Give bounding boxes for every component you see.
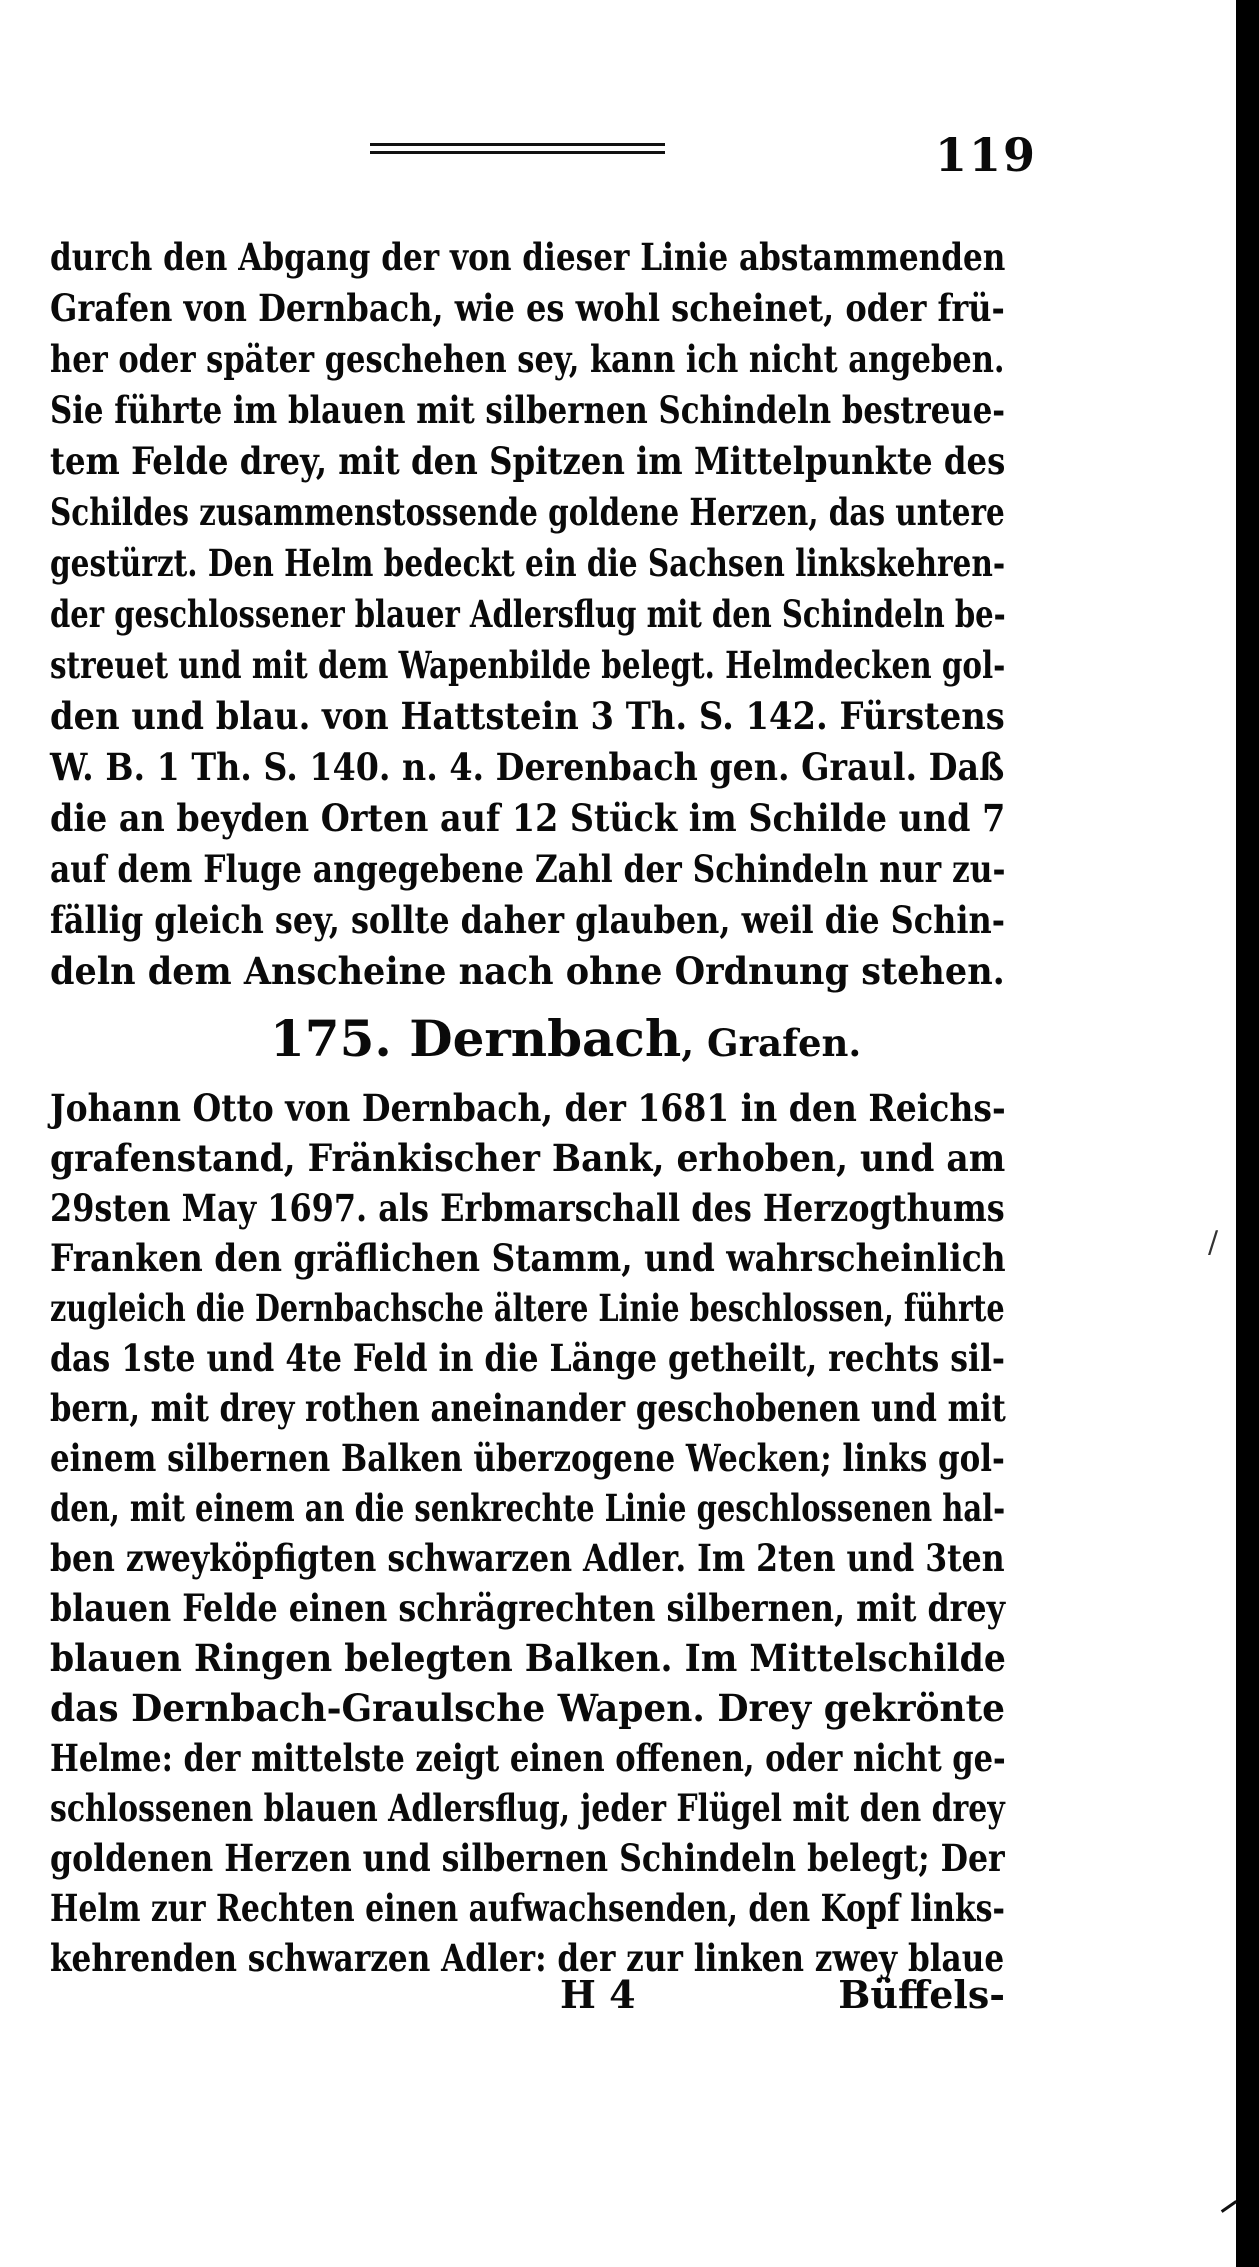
corner-mark bbox=[1221, 2200, 1237, 2213]
header-rule-top bbox=[370, 143, 665, 146]
text-line: streuet und mit dem Wapenbilde belegt. Helmdecken gol- bbox=[50, 643, 1006, 687]
heading-title: Dernbach bbox=[409, 1009, 682, 1068]
signature-mark: H 4 bbox=[560, 1972, 636, 2017]
page-right-edge bbox=[1236, 0, 1259, 2267]
text-line: schlossenen blauen Adlersflug, jeder Flügel mit den drey bbox=[50, 1786, 1005, 1830]
text-line: Johann Otto von Dernbach, der 1681 in den Reichs- bbox=[50, 1086, 1006, 1130]
text-line: blauen Ringen belegten Balken. Im Mittelschilde bbox=[50, 1636, 1006, 1680]
text-line: fällig gleich sey, sollte daher glauben, weil die Schin- bbox=[50, 898, 1006, 942]
text-line: W. B. 1 Th. S. 140. n. 4. Derenbach gen. Graul. Daß bbox=[50, 745, 1005, 789]
margin-mark: / bbox=[1208, 1225, 1219, 1260]
text-line: Helme: der mittelste zeigt einen offenen, oder nicht ge- bbox=[50, 1736, 1006, 1780]
text-line: her oder später geschehen sey, kann ich nicht angeben. bbox=[50, 337, 1005, 381]
header-rule-bottom bbox=[370, 151, 665, 154]
text-line: das Dernbach-Graulsche Wapen. Drey gekrönte bbox=[50, 1686, 1006, 1730]
text-line: kehrenden schwarzen Adler: der zur linken zwey blaue bbox=[50, 1936, 1005, 1980]
text-line: bern, mit drey rothen aneinander geschobenen und mit bbox=[50, 1386, 1006, 1430]
text-line: grafenstand, Fränkischer Bank, erhoben, und am bbox=[50, 1136, 1006, 1180]
text-line: die an beyden Orten auf 12 Stück im Schilde und 7 bbox=[50, 796, 1006, 840]
page-footer bbox=[50, 1970, 1005, 2020]
text-line: Schildes zusammenstossende goldene Herzen, das untere bbox=[50, 490, 1005, 534]
text-line: 29sten May 1697. als Erbmarschall des Herzogthums bbox=[50, 1186, 1005, 1230]
text-line: zugleich die Dernbachsche ältere Linie beschlossen, führte bbox=[50, 1286, 1005, 1330]
page-number: 119 bbox=[935, 128, 1038, 182]
heading-subtitle: , Grafen. bbox=[681, 1021, 862, 1065]
text-line: goldenen Herzen und silbernen Schindeln belegt; Der bbox=[50, 1836, 1005, 1880]
text-line: gestürzt. Den Helm bedeckt ein die Sachsen linkskehren- bbox=[50, 541, 1006, 585]
text-line: ben zweyköpfigten schwarzen Adler. Im 2ten und 3ten bbox=[50, 1536, 1005, 1580]
text-line: blauen Felde einen schrägrechten silbernen, mit drey bbox=[50, 1586, 1006, 1630]
text-line: auf dem Fluge angegebene Zahl der Schindeln nur zu- bbox=[50, 847, 1006, 891]
section-heading bbox=[270, 1008, 862, 1074]
text-line: Franken den gräflichen Stamm, und wahrscheinlich bbox=[50, 1236, 1006, 1280]
text-line: Sie führte im blauen mit silbernen Schindeln bestreue- bbox=[50, 388, 1006, 432]
text-line: durch den Abgang der von dieser Linie abstammenden bbox=[50, 235, 1006, 279]
text-line: Helm zur Rechten einen aufwachsenden, den Kopf links- bbox=[50, 1886, 1005, 1930]
text-line: den und blau. von Hattstein 3 Th. S. 142. Fürstens bbox=[50, 694, 1005, 738]
text-line: der geschlossener blauer Adlersflug mit den Schindeln be- bbox=[50, 592, 1006, 636]
text-line: einem silbernen Balken überzogene Wecken; links gol- bbox=[50, 1436, 1005, 1480]
text-line: deln dem Anscheine nach ohne Ordnung stehen. bbox=[50, 949, 1005, 993]
catchword: Büffels- bbox=[838, 1972, 1005, 2017]
heading-number: 175. bbox=[270, 1009, 392, 1068]
text-line: tem Felde drey, mit den Spitzen im Mittelpunkte des bbox=[50, 439, 1006, 483]
text-line: den, mit einem an die senkrechte Linie geschlossenen hal- bbox=[50, 1486, 1006, 1530]
text-line: das 1ste und 4te Feld in die Länge getheilt, rechts sil- bbox=[50, 1336, 1006, 1380]
text-line: Grafen von Dernbach, wie es wohl scheinet, oder frü- bbox=[50, 286, 1005, 330]
